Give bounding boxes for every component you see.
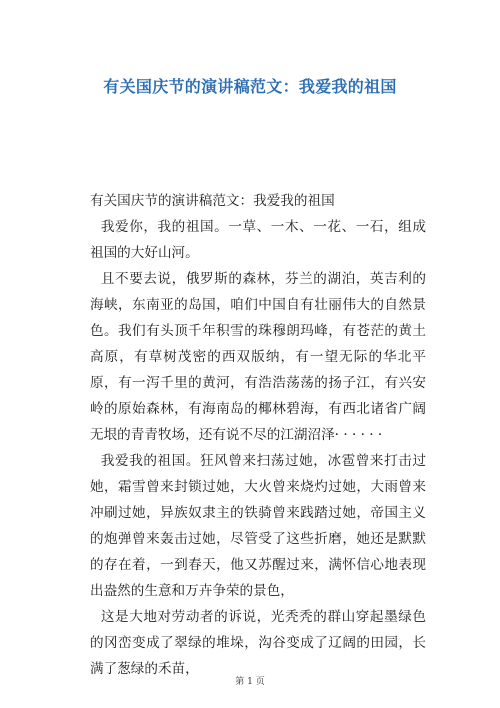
paragraph-2: 且不要去说，俄罗斯的森林，芬兰的湖泊，英吉利的海峡，东南亚的岛国，咱们中国自有壮丽伟大的自然景色。我们有头顶千年积雪的珠穆朗玛峰，有苍茫的黄土高原，有草树茂密的西双版纳，有一望无际的华北平原，有一泻千里的黄河，有浩浩荡荡的扬子江，有兴安岭的原始森林，有海南岛的椰林碧海，有西北诸省广阔无垠的青青牧场，还有说不尽的江湖沼泽· · · · · · [90,271,426,443]
body-heading: 有关国庆节的演讲稿范文：我爱我的祖国 [90,193,335,209]
paragraph-1: 我爱你，我的祖国。一草、一木、一花、一石，组成祖国的大好山河。 [90,219,426,261]
page-number: 第 1 页 [235,677,265,687]
document-title: 有关国庆节的演讲稿范文：我爱我的祖国 [103,77,397,96]
document-body [90,188,426,682]
paragraph-4: 这是大地对劳动者的诉说，光秃秃的群山穿起墨绿色的冈峦变成了翠绿的堆垛，沟谷变成了辽阔的田园，长满了葱绿的禾苗， [90,609,426,677]
paragraph-3: 我爱我的祖国。狂风曾来扫荡过她，冰雹曾来打击过她，霜雪曾来封锁过她，大火曾来烧灼过她，大雨曾来冲刷过她，异族奴隶主的铁骑曾来践踏过她，帝国主义的炮弹曾来轰击过她，尽管受了这些折磨，她还是默默的存在着，一到春天，他又苏醒过来，满怀信心地表现出盎然的生意和万卉争荣的景色， [90,453,426,599]
